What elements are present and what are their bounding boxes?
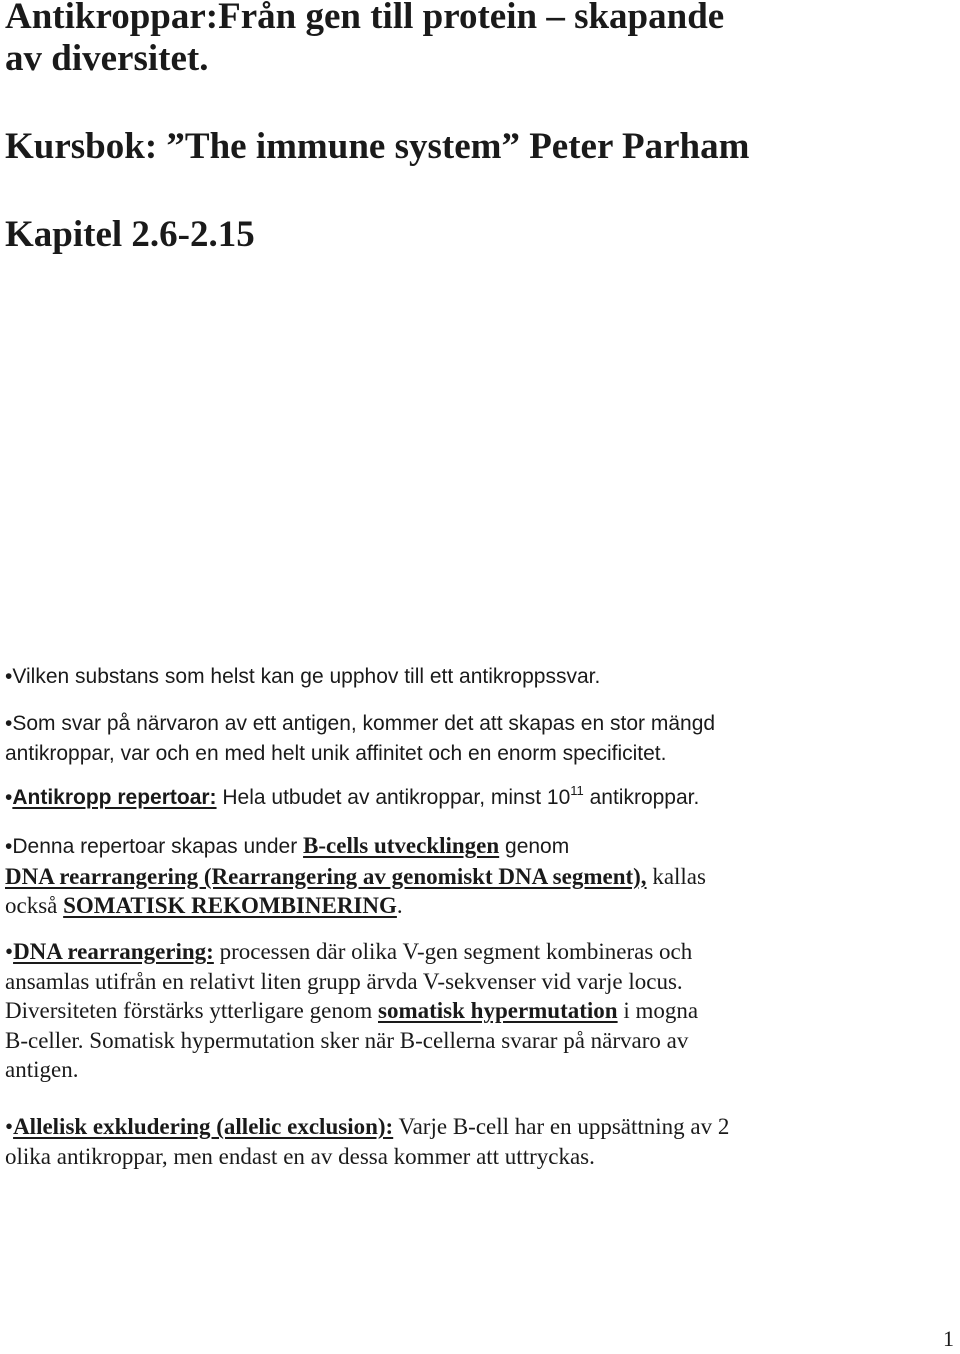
paragraph-line: B-celler. Somatisk hypermutation sker när B-cellerna svarar på närvaro av <box>5 1027 689 1053</box>
title-line-2: av diversitet. <box>5 38 209 79</box>
term-antikropp-repertoar: Antikropp repertoar: <box>12 786 217 809</box>
term-dna-rearrangering: DNA rearrangering (Rearrangering av genomiskt DNA segment), <box>5 863 647 889</box>
bullet-icon: • <box>5 712 13 735</box>
paragraph-line <box>5 937 805 967</box>
paragraph-text: . <box>396 893 403 918</box>
bullet-paragraph-2 <box>5 709 805 768</box>
paragraph-text: Hela utbudet av antikroppar, minst 10 <box>216 786 571 809</box>
paragraph-text: Vilken substans som helst kan ge upphov till ett antikroppssvar. <box>12 665 601 688</box>
paragraph-line <box>5 831 805 862</box>
bullet-icon: • <box>5 835 13 858</box>
course-book-heading: Kursbok: ”The immune system” Peter Parham <box>5 126 750 167</box>
bullet-paragraph-4 <box>5 831 805 921</box>
paragraph-line: ansamlas utifrån en relativt liten grupp ärvda V-sekvenser vid varje locus. <box>5 968 683 994</box>
paragraph-text: Diversiteten förstärks ytterligare genom <box>5 998 378 1023</box>
bullet-paragraph-6 <box>5 1112 805 1171</box>
page-number: 1 <box>943 1326 954 1351</box>
paragraph-line <box>5 862 805 892</box>
paragraph-line <box>5 1112 805 1142</box>
paragraph-line: antikroppar, var och en med helt unik affinitet och en enorm specificitet. <box>5 741 667 765</box>
paragraph-text: i mogna <box>617 998 699 1023</box>
exponent: 11 <box>570 783 584 798</box>
paragraph-line <box>5 709 805 739</box>
term-allelisk-exkludering: Allelisk exkludering (allelic exclusion): <box>13 1114 394 1139</box>
term-dna-rearrangering-def: DNA rearrangering: <box>13 939 214 964</box>
bullet-icon: • <box>5 786 13 809</box>
paragraph-line: antigen. <box>5 1057 79 1082</box>
bullet-paragraph-1 <box>5 662 805 692</box>
paragraph-text: också <box>5 893 64 918</box>
term-somatisk-hypermutation: somatisk hypermutation <box>378 998 618 1023</box>
bullet-icon: • <box>5 665 13 688</box>
paragraph-text: kallas <box>646 863 706 889</box>
paragraph-text: genom <box>499 835 570 858</box>
chapter-heading: Kapitel 2.6-2.15 <box>5 214 255 255</box>
bullet-paragraph-5 <box>5 937 805 1085</box>
bullet-paragraph-3 <box>5 783 805 813</box>
bullet-icon: • <box>5 1114 14 1139</box>
term-b-cells-utvecklingen: B-cells utvecklingen <box>303 833 500 858</box>
paragraph-text: Som svar på närvaron av ett antigen, kommer det att skapas en stor mängd <box>12 712 716 735</box>
paragraph-text: antikroppar. <box>583 786 700 809</box>
paragraph-text: Denna repertoar skapas under <box>12 835 304 858</box>
title-line-1: Antikroppar:Från gen till protein – skapande <box>5 0 725 37</box>
paragraph-text: processen där olika V-gen segment kombineras och <box>213 939 693 964</box>
document-title <box>5 0 724 80</box>
paragraph-line: olika antikroppar, men endast en av dessa kommer att uttryckas. <box>5 1143 595 1169</box>
paragraph-line <box>5 891 805 921</box>
bullet-icon: • <box>5 939 14 964</box>
paragraph-text: Varje B-cell har en uppsättning av 2 <box>393 1114 730 1139</box>
term-somatisk-rekombinering: SOMATISK REKOMBINERING <box>63 893 397 918</box>
paragraph-line <box>5 996 805 1026</box>
